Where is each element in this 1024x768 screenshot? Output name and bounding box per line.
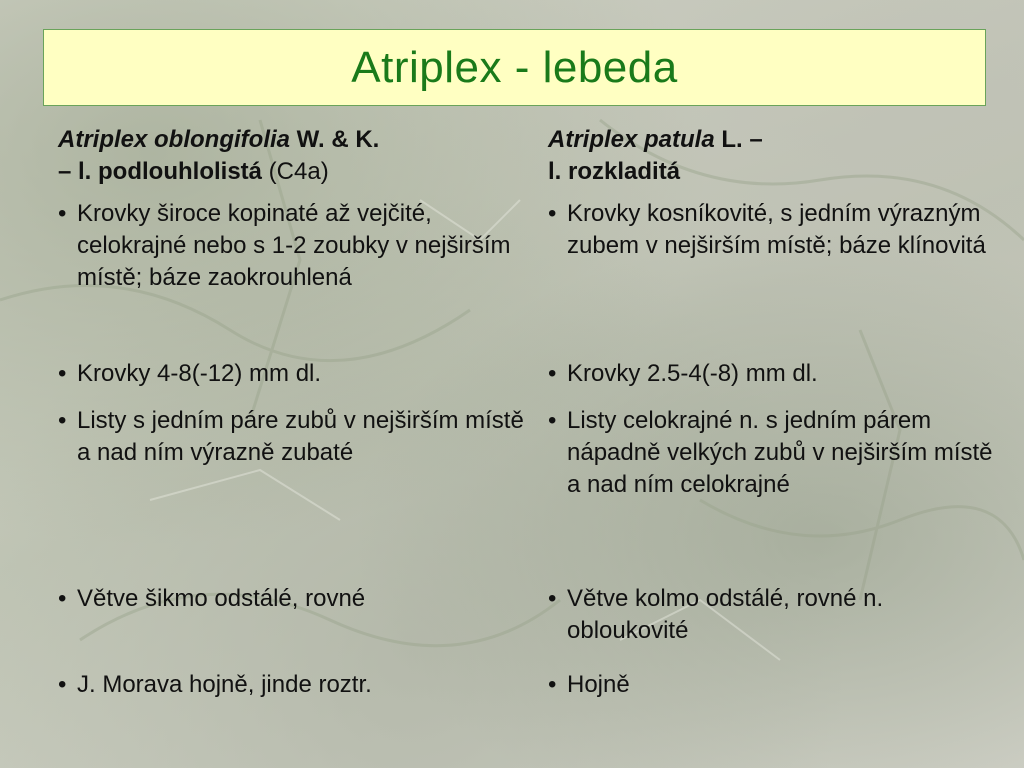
slide-title: Atriplex - lebeda — [351, 42, 678, 92]
bullet-icon: • — [58, 585, 67, 612]
bullet-icon: • — [58, 671, 67, 698]
list-item — [548, 583, 1008, 669]
left-latin-name: Atriplex oblongifolia — [58, 126, 290, 153]
right-species-heading — [548, 124, 1008, 188]
right-column — [548, 124, 1008, 709]
list-item — [548, 198, 1008, 358]
list-item — [58, 583, 528, 669]
list-item — [548, 358, 1008, 405]
bullet-icon: • — [58, 360, 67, 387]
bullet-icon: • — [548, 360, 557, 387]
bullet-icon: • — [548, 585, 557, 612]
bullet-icon: • — [548, 407, 557, 434]
right-bullet-2: Krovky 2.5-4(-8) mm dl. — [567, 360, 818, 387]
left-species-heading — [58, 124, 528, 188]
right-latin-name: Atriplex patula — [548, 126, 715, 153]
right-czech-name: l. rozkladitá — [548, 158, 681, 185]
right-bullet-3: Listy celokrajné n. s jedním párem nápadně velkých zubů v nejširším místě a nad ním celokrajné — [567, 407, 993, 498]
bullet-icon: • — [548, 671, 557, 698]
list-item — [548, 669, 1008, 709]
list-item — [58, 669, 528, 709]
right-bullet-1: Krovky kosníkovité, s jedním výrazným zubem v nejširším místě; báze klínovitá — [567, 200, 986, 259]
left-czech-name: – l. podlouhlolistá — [58, 158, 262, 185]
left-bullet-5: J. Morava hojně, jinde roztr. — [77, 671, 372, 698]
right-bullet-4: Větve kolmo odstálé, rovné n. obloukovité — [567, 585, 884, 644]
left-column — [58, 124, 528, 709]
left-bullet-2: Krovky 4-8(-12) mm dl. — [77, 360, 322, 387]
left-note: (C4a) — [262, 158, 329, 185]
list-item — [58, 198, 528, 358]
list-item — [548, 405, 1008, 583]
left-author: W. & K. — [290, 126, 380, 153]
list-item — [58, 358, 528, 405]
bullet-icon: • — [58, 407, 67, 434]
title-box — [43, 29, 986, 106]
left-bullet-3: Listy s jedním páre zubů v nejširším místě a nad ním výrazně zubaté — [77, 407, 524, 466]
left-bullet-4: Větve šikmo odstálé, rovné — [77, 585, 366, 612]
right-author: L. – — [714, 126, 763, 153]
bullet-icon: • — [58, 200, 67, 227]
bullet-icon: • — [548, 200, 557, 227]
right-bullet-5: Hojně — [567, 671, 630, 698]
left-bullet-1: Krovky široce kopinaté až vejčité, celokrajné nebo s 1-2 zoubky v nejširším místě; báze zaokrouhlená — [77, 200, 511, 291]
list-item — [58, 405, 528, 583]
